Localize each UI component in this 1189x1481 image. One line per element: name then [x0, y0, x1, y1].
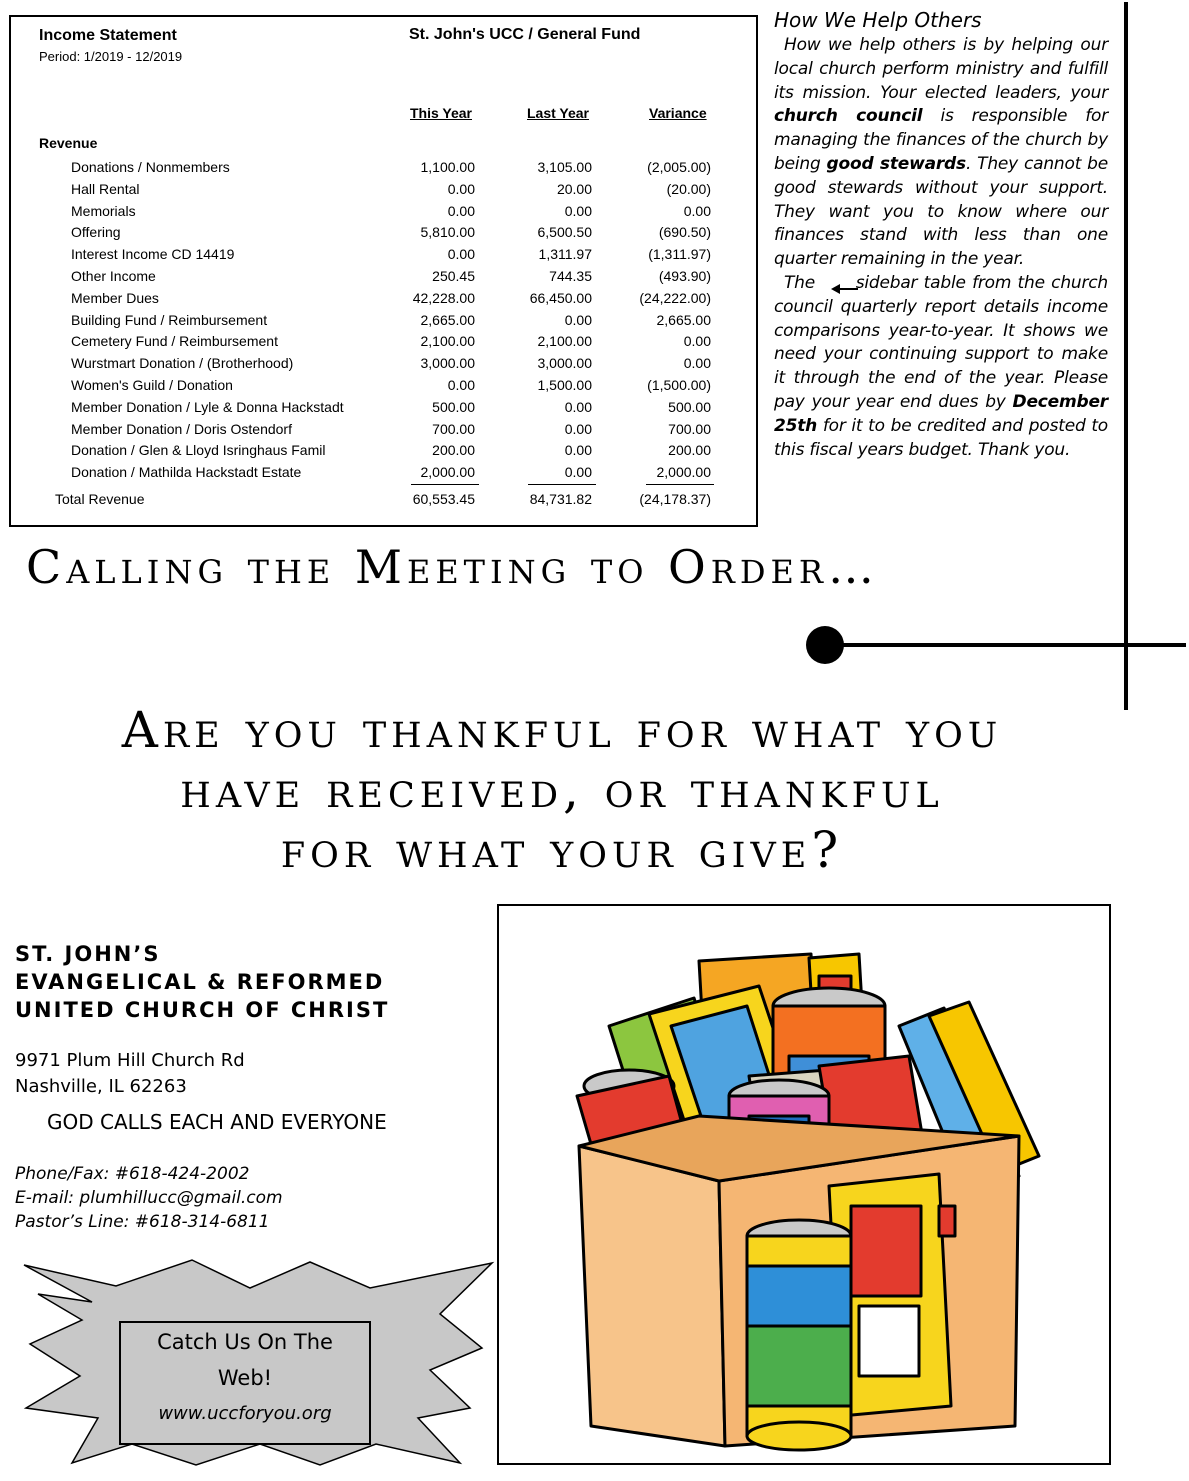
- row-last-year: 0.00: [564, 464, 592, 481]
- row-label: Donations / Nonmembers: [71, 159, 230, 175]
- table-row: [11, 157, 756, 179]
- bullet-dot: [806, 626, 844, 664]
- row-label: Hall Rental: [71, 180, 140, 197]
- row-variance: 0.00: [683, 355, 711, 372]
- row-this-year: 700.00: [432, 420, 475, 437]
- food-donation-box-icon: [499, 906, 1109, 1463]
- row-variance: (20.00): [666, 180, 711, 197]
- thankful-line: Are you thankful for what you: [121, 701, 1003, 759]
- row-variance: 0.00: [683, 333, 711, 350]
- row-last-year: 3,000.00: [537, 355, 592, 372]
- row-label: Donation / Mathilda Hackstadt Estate: [71, 464, 302, 481]
- row-this-year: 0.00: [447, 376, 475, 393]
- web-callout-line: Web!: [217, 1366, 273, 1390]
- divider-vertical: [1124, 2, 1128, 710]
- row-this-year: 0.00: [447, 202, 475, 219]
- text-run: sidebar table from the church council quarterly report details income comparisons year-to-year. It shows we need your continuing support to make it through the end of the year. Please pay your year end dues by: [774, 272, 1108, 412]
- total-revenue-row: [11, 491, 756, 513]
- web-callout-line: Catch Us On The: [157, 1330, 333, 1354]
- table-row: [11, 201, 756, 223]
- meeting-heading: Calling the Meeting to Order…: [26, 540, 879, 594]
- table-row: [11, 419, 756, 441]
- row-last-year: 1,500.00: [537, 376, 592, 393]
- total-label: Total Revenue: [55, 491, 145, 507]
- row-variance: 0.00: [683, 202, 711, 219]
- thankful-heading: [0, 700, 1124, 880]
- row-label: Offering: [71, 224, 121, 241]
- text-run-bold: good stewards: [826, 153, 966, 174]
- row-variance: 2,665.00: [656, 311, 711, 328]
- sum-rule: [646, 484, 714, 485]
- text-run-bold: church council: [774, 106, 923, 127]
- row-label: Other Income: [71, 267, 156, 284]
- text-run: The: [784, 272, 816, 293]
- church-address: [15, 1048, 245, 1100]
- row-label: Member Donation / Doris Ostendorf: [71, 420, 292, 437]
- row-this-year: 2,665.00: [420, 311, 475, 328]
- sum-rule: [528, 484, 596, 485]
- text-run: . They cannot be good stewards without your support. They want you to know where our finances stand with less than one quarter remaining in the year.: [774, 153, 1109, 270]
- row-this-year: 5,810.00: [420, 224, 475, 241]
- row-variance: (1,311.97): [648, 246, 711, 263]
- row-last-year: 66,450.00: [529, 289, 592, 306]
- statement-period: Period: 1/2019 - 12/2019: [39, 49, 183, 64]
- row-last-year: 0.00: [564, 420, 592, 437]
- row-last-year: 0.00: [564, 311, 592, 328]
- table-row: [11, 331, 756, 353]
- row-last-year: 0.00: [564, 442, 592, 459]
- row-label: Interest Income CD 14419: [71, 246, 235, 263]
- church-name-line: EVANGELICAL & REFORMED: [15, 970, 385, 994]
- row-last-year: 3,105.00: [537, 159, 592, 175]
- row-variance: (1,500.00): [647, 376, 711, 393]
- divider-horizontal: [826, 643, 1186, 647]
- row-variance: 2,000.00: [656, 464, 711, 481]
- church-name-line: UNITED CHURCH OF CHRIST: [15, 998, 390, 1022]
- table-row: [11, 288, 756, 310]
- row-this-year: 3,000.00: [420, 355, 475, 372]
- left-arrow-icon: [821, 278, 849, 288]
- row-last-year: 744.35: [549, 267, 592, 284]
- table-row: [11, 266, 756, 288]
- row-label: Donation / Glen & Lloyd Isringhaus Famil: [71, 442, 326, 459]
- row-this-year: 250.45: [432, 267, 475, 284]
- text-run-bold: December 25th: [774, 391, 1108, 436]
- website-link[interactable]: www.uccforyou.org: [158, 1403, 332, 1424]
- row-variance: (690.50): [658, 224, 711, 241]
- church-contacts: [15, 1162, 283, 1234]
- row-label: Member Dues: [71, 289, 159, 306]
- article-paragraph-1: [774, 34, 1108, 272]
- how-we-help-article: [774, 8, 1108, 462]
- thankful-line: have received, or thankful: [180, 761, 944, 819]
- row-label: Building Fund / Reimbursement: [71, 311, 268, 328]
- article-paragraph-2: [774, 272, 1108, 462]
- row-this-year: 0.00: [447, 246, 475, 263]
- row-label: Women's Guild / Donation: [71, 376, 233, 393]
- row-label: Wurstmart Donation / (Brotherhood): [71, 355, 294, 372]
- church-motto: GOD CALLS EACH AND EVERYONE: [47, 1110, 387, 1134]
- phone-line: Phone/Fax: #618-424-2002: [15, 1164, 250, 1184]
- row-variance: 200.00: [668, 442, 711, 459]
- table-row: [11, 440, 756, 462]
- row-label: Memorials: [71, 202, 136, 219]
- text-run: is responsible for managing the finances of the church by being: [774, 106, 1108, 174]
- row-last-year: 1,311.97: [538, 246, 592, 263]
- table-row: [11, 353, 756, 375]
- total-this-year: 60,553.45: [412, 491, 475, 507]
- row-variance: (2,005.00): [647, 159, 711, 175]
- row-this-year: 200.00: [432, 442, 475, 459]
- row-variance: 700.00: [668, 420, 711, 437]
- row-this-year: 2,100.00: [420, 333, 475, 350]
- revenue-rows: [11, 157, 756, 484]
- column-header-variance: Variance: [649, 105, 707, 121]
- address-line: 9971 Plum Hill Church Rd: [15, 1050, 245, 1071]
- row-last-year: 2,100.00: [537, 333, 592, 350]
- email-line: E-mail: plumhillucc@gmail.com: [15, 1188, 283, 1208]
- church-name: [15, 940, 389, 1024]
- thankful-line: for what your give?: [280, 821, 844, 879]
- pastor-line: Pastor’s Line: #618-314-6811: [15, 1212, 270, 1232]
- sum-rule: [411, 484, 479, 485]
- row-last-year: 20.00: [556, 180, 592, 197]
- row-this-year: 500.00: [432, 398, 475, 415]
- row-this-year: 0.00: [447, 180, 475, 197]
- row-this-year: 1,100.00: [420, 159, 475, 175]
- table-row: [11, 310, 756, 332]
- article-title: How We Help Others: [774, 8, 982, 32]
- row-variance: (24,222.00): [639, 289, 711, 306]
- statement-organization: St. John's UCC / General Fund: [409, 26, 641, 43]
- column-header-last-year: Last Year: [527, 105, 590, 121]
- text-run: for it to be credited and posted to this fiscal years budget. Thank you.: [774, 415, 1108, 460]
- income-statement: [9, 15, 758, 527]
- row-last-year: 6,500.50: [537, 224, 592, 241]
- row-last-year: 0.00: [564, 202, 592, 219]
- table-row: [11, 397, 756, 419]
- table-row: [11, 462, 756, 484]
- statement-title: Income Statement: [39, 27, 177, 44]
- total-variance: (24,178.37): [639, 491, 711, 507]
- food-donation-image-frame: [497, 904, 1111, 1465]
- row-this-year: 2,000.00: [420, 464, 475, 481]
- table-row: [11, 375, 756, 397]
- row-variance: (493.90): [658, 267, 711, 284]
- row-last-year: 0.00: [564, 398, 592, 415]
- text-run: How we help others is by helping our local church perform ministry and fulfill its mission. Your elected leaders, your: [774, 35, 1108, 103]
- table-row: [11, 244, 756, 266]
- web-callout: [119, 1321, 371, 1445]
- section-label-revenue: Revenue: [39, 135, 98, 151]
- address-line: Nashville, IL 62263: [15, 1076, 187, 1097]
- total-last-year: 84,731.82: [529, 491, 592, 507]
- table-row: [11, 179, 756, 201]
- row-label: Cemetery Fund / Reimbursement: [71, 333, 278, 350]
- church-name-line: ST. JOHN’S: [15, 942, 161, 966]
- table-row: [11, 222, 756, 244]
- row-label: Member Donation / Lyle & Donna Hackstadt: [71, 398, 344, 415]
- column-header-this-year: This Year: [410, 105, 473, 121]
- row-variance: 500.00: [668, 398, 711, 415]
- row-this-year: 42,228.00: [412, 289, 475, 306]
